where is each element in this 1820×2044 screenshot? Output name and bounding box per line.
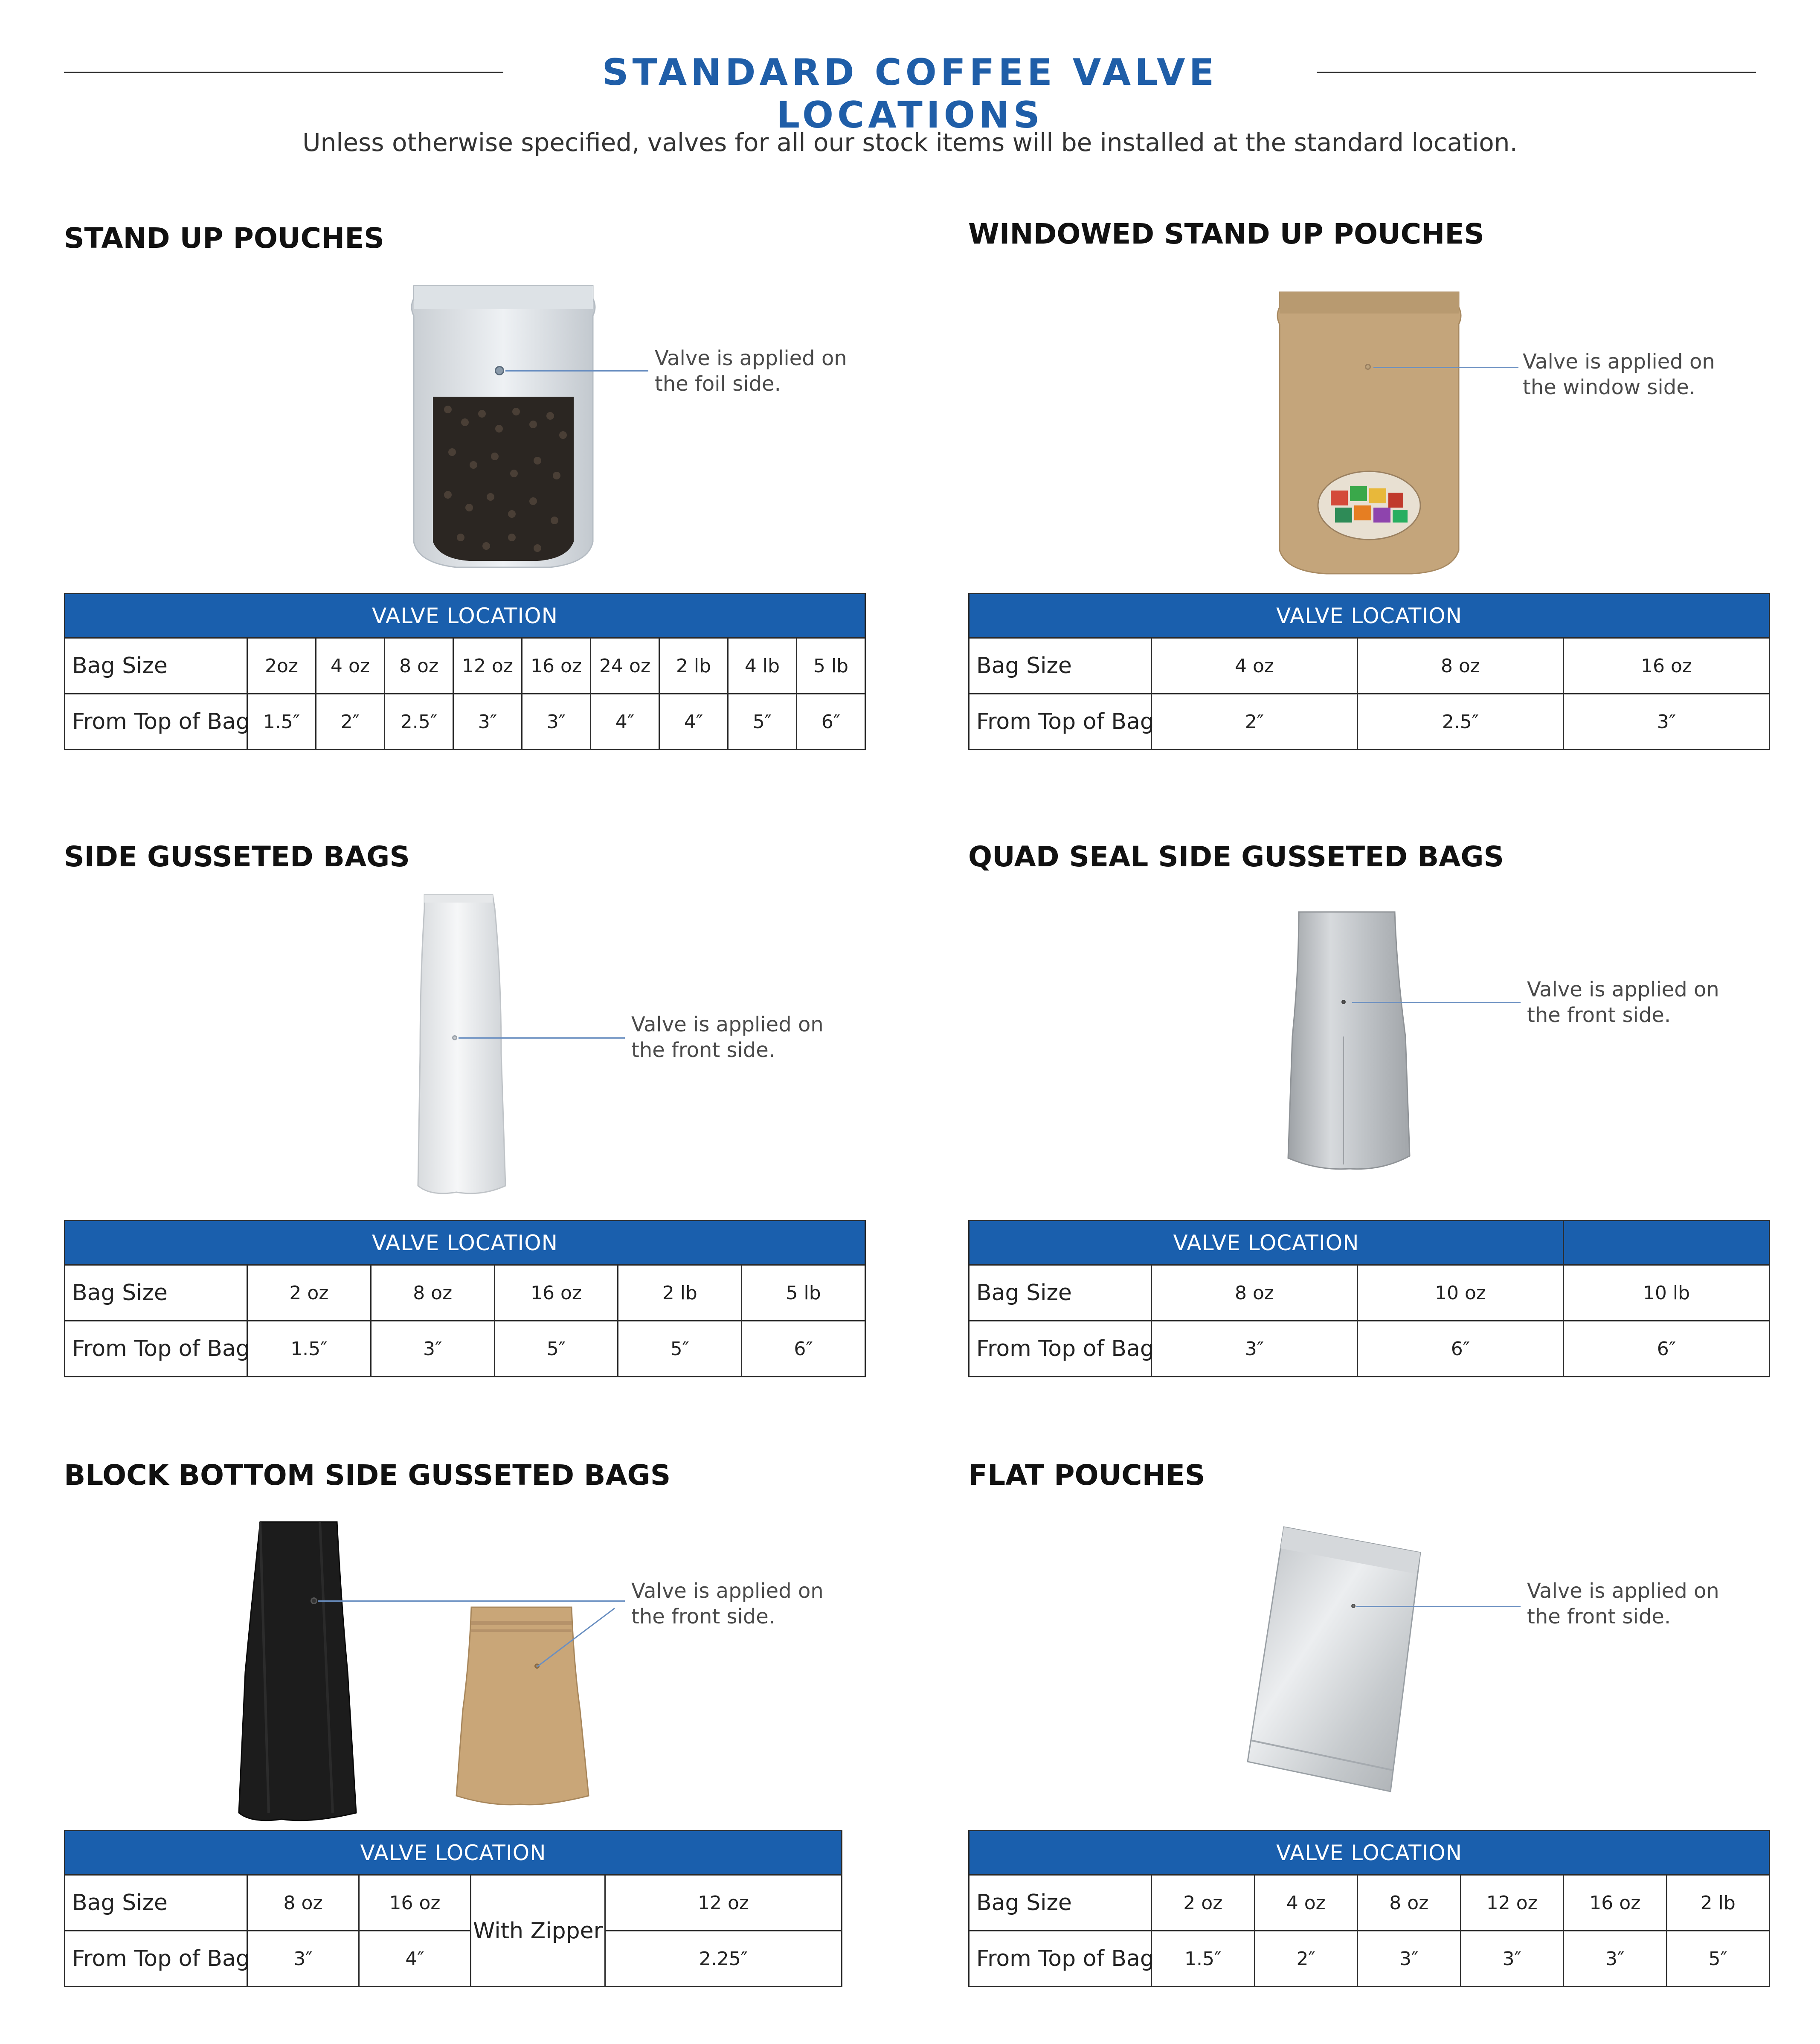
section-title: BLOCK BOTTOM SIDE GUSSETED BAGS: [64, 1459, 671, 1492]
distance-cell: 5″: [728, 694, 797, 750]
distance-cell: 2.25″: [605, 1931, 842, 1987]
distance-cell: 3″: [522, 694, 591, 750]
size-cell: 16 oz: [1564, 638, 1770, 694]
distance-cell: 4″: [359, 1931, 471, 1987]
distance-cell: 1.5″: [247, 1321, 371, 1377]
size-cell: 4 oz: [316, 638, 385, 694]
distance-cell: 6″: [1564, 1321, 1770, 1377]
size-cell: 24 oz: [591, 638, 659, 694]
size-cell: 12 oz: [1460, 1875, 1564, 1931]
table-row-bag-size: [969, 638, 1770, 694]
distance-cell: 3″: [247, 1931, 359, 1987]
size-cell: 16 oz: [359, 1875, 471, 1931]
size-cell: 2 oz: [1152, 1875, 1255, 1931]
row-label-bag-size: Bag Size: [969, 1265, 1152, 1321]
size-cell: 10 oz: [1358, 1265, 1564, 1321]
size-cell: 2oz: [247, 638, 316, 694]
size-cell: 8 oz: [247, 1875, 359, 1931]
size-cell: 16 oz: [1564, 1875, 1667, 1931]
distance-cell: 3″: [1564, 694, 1770, 750]
callout-line: [459, 1037, 625, 1039]
table-header: VALVE LOCATION: [65, 1221, 865, 1265]
callout-text: [631, 1012, 824, 1063]
size-cell: 8 oz: [1358, 638, 1564, 694]
distance-cell: 3″: [453, 694, 522, 750]
callout-text: [1527, 1578, 1719, 1629]
callout-line-2: the front side.: [631, 1605, 775, 1629]
section-windowed-stand-up-pouches: [968, 218, 1770, 755]
table-row-from-top: [65, 1321, 865, 1377]
callout-text: [1527, 977, 1719, 1028]
table-row-bag-size: [969, 1875, 1770, 1931]
distance-cell: 5″: [1666, 1931, 1770, 1987]
valve-marker: [495, 366, 504, 375]
callout-text: [631, 1578, 824, 1629]
size-cell: 8 oz: [1152, 1265, 1358, 1321]
row-label-from-top: From Top of Bag: [65, 1931, 247, 1987]
callout-line: [1356, 1606, 1521, 1607]
size-cell: 8 oz: [1358, 1875, 1461, 1931]
windowed-pouch-image: [1275, 290, 1463, 576]
size-cell: 16 oz: [522, 638, 591, 694]
size-cell: 8 oz: [385, 638, 453, 694]
valve-location-table: [968, 1830, 1770, 1987]
table-row-from-top: [65, 694, 865, 750]
size-cell: 2 lb: [659, 638, 728, 694]
row-label-from-top: From Top of Bag: [65, 694, 247, 750]
stand-up-pouch-image: [409, 282, 597, 572]
size-cell: 2 lb: [1666, 1875, 1770, 1931]
table-row-bag-size: [65, 638, 865, 694]
row-label-from-top: From Top of Bag: [969, 694, 1152, 750]
table-row-bag-size: [65, 1875, 842, 1931]
section-title: SIDE GUSSETED BAGS: [64, 840, 410, 873]
valve-location-table: [64, 1830, 842, 1987]
section-flat-pouches: [968, 1459, 1770, 1996]
section-side-gusseted-bags: [64, 840, 866, 1382]
distance-cell: 2″: [1254, 1931, 1358, 1987]
distance-cell: 5″: [618, 1321, 742, 1377]
section-title: WINDOWED STAND UP POUCHES: [968, 218, 1484, 250]
quad-seal-bag-image: [1280, 909, 1416, 1177]
callout-line-2: the front side.: [1527, 1003, 1671, 1027]
distance-cell: 2.5″: [385, 694, 453, 750]
section-block-bottom-side-gusseted-bags: [64, 1459, 866, 1996]
kraft-block-bottom-bag-image: [452, 1604, 593, 1809]
distance-cell: 4″: [659, 694, 728, 750]
page-subtitle: Unless otherwise specified, valves for all our stock items will be installed at the standard location.: [302, 128, 1518, 157]
distance-cell: 6″: [1358, 1321, 1564, 1377]
side-gusseted-bag-image: [409, 891, 520, 1203]
distance-cell: 1.5″: [1152, 1931, 1255, 1987]
distance-cell: 2″: [1152, 694, 1358, 750]
section-quad-seal-side-gusseted-bags: [968, 840, 1770, 1382]
size-cell: 12 oz: [605, 1875, 842, 1931]
callout-line-2: the front side.: [631, 1038, 775, 1062]
callout-line: [318, 1600, 625, 1602]
valve-location-table: [968, 1220, 1770, 1377]
row-label-bag-size: Bag Size: [65, 1875, 247, 1931]
flat-pouch-image: [1241, 1523, 1446, 1796]
size-cell: 4 oz: [1254, 1875, 1358, 1931]
section-title: QUAD SEAL SIDE GUSSETED BAGS: [968, 840, 1504, 873]
row-label-from-top: From Top of Bag: [969, 1321, 1152, 1377]
size-cell: 10 lb: [1564, 1265, 1770, 1321]
table-row-from-top: [969, 1931, 1770, 1987]
distance-cell: 3″: [1358, 1931, 1461, 1987]
distance-cell: 2.5″: [1358, 694, 1564, 750]
distance-cell: 4″: [591, 694, 659, 750]
table-header: VALVE LOCATION: [969, 594, 1770, 638]
table-header: VALVE LOCATION: [65, 1831, 842, 1875]
callout-text: [655, 346, 847, 397]
table-row-from-top: [65, 1931, 842, 1987]
valve-marker: [452, 1035, 457, 1040]
size-cell: 8 oz: [371, 1265, 494, 1321]
valve-marker: [1351, 1604, 1356, 1608]
valve-marker: [311, 1597, 317, 1604]
valve-location-table: [64, 1220, 866, 1377]
callout-text: [1523, 349, 1715, 400]
callout-line-1: Valve is applied on: [655, 346, 847, 370]
distance-cell: 3″: [1564, 1931, 1667, 1987]
distance-cell: 2″: [316, 694, 385, 750]
section-title: STAND UP POUCHES: [64, 222, 384, 255]
callout-line-1: Valve is applied on: [1523, 350, 1715, 374]
valve-location-table: [64, 593, 866, 750]
header-rule-right: [1317, 72, 1756, 73]
row-label-bag-size: Bag Size: [969, 638, 1152, 694]
table-row-from-top: [969, 1321, 1770, 1377]
distance-cell: 6″: [797, 694, 865, 750]
callout-line-1: Valve is applied on: [1527, 1579, 1719, 1603]
size-cell: 5 lb: [742, 1265, 865, 1321]
size-cell: 2 lb: [618, 1265, 742, 1321]
table-header: VALVE LOCATION: [969, 1221, 1564, 1265]
callout-line-1: Valve is applied on: [631, 1013, 824, 1037]
table-header-empty: [1564, 1221, 1770, 1265]
table-header: VALVE LOCATION: [65, 594, 865, 638]
with-zipper-label: With Zipper: [471, 1875, 605, 1987]
table-row-bag-size: [969, 1265, 1770, 1321]
size-cell: 12 oz: [453, 638, 522, 694]
callout-line: [505, 370, 648, 372]
callout-line-1: Valve is applied on: [1527, 978, 1719, 1002]
size-cell: 2 oz: [247, 1265, 371, 1321]
distance-cell: 3″: [1460, 1931, 1564, 1987]
page-title: STANDARD COFFEE VALVE LOCATIONS: [602, 51, 1218, 136]
row-label-bag-size: Bag Size: [969, 1875, 1152, 1931]
distance-cell: 5″: [494, 1321, 618, 1377]
row-label-from-top: From Top of Bag: [969, 1931, 1152, 1987]
distance-cell: 3″: [1152, 1321, 1358, 1377]
size-cell: 16 oz: [494, 1265, 618, 1321]
size-cell: 4 lb: [728, 638, 797, 694]
section-stand-up-pouches: [64, 222, 866, 755]
callout-line: [1373, 367, 1518, 368]
row-label-bag-size: Bag Size: [65, 638, 247, 694]
callout-line-2: the window side.: [1523, 375, 1695, 399]
callout-line: [1352, 1002, 1521, 1003]
callout-line-2: the foil side.: [655, 372, 781, 396]
size-cell: 5 lb: [797, 638, 865, 694]
row-label-bag-size: Bag Size: [65, 1265, 247, 1321]
black-block-bottom-bag-image: [235, 1518, 363, 1826]
callout-line-1: Valve is applied on: [631, 1579, 824, 1603]
valve-location-table: [968, 593, 1770, 750]
section-title: FLAT POUCHES: [968, 1459, 1205, 1492]
valve-marker: [1365, 364, 1371, 370]
distance-cell: 6″: [742, 1321, 865, 1377]
table-row-from-top: [969, 694, 1770, 750]
size-cell: 4 oz: [1152, 638, 1358, 694]
callout-line-2: the front side.: [1527, 1605, 1671, 1629]
distance-cell: 3″: [371, 1321, 494, 1377]
valve-marker: [1341, 1000, 1346, 1004]
table-header: VALVE LOCATION: [969, 1831, 1770, 1875]
header-rule-left: [64, 72, 503, 73]
table-row-bag-size: [65, 1265, 865, 1321]
distance-cell: 1.5″: [247, 694, 316, 750]
row-label-from-top: From Top of Bag: [65, 1321, 247, 1377]
